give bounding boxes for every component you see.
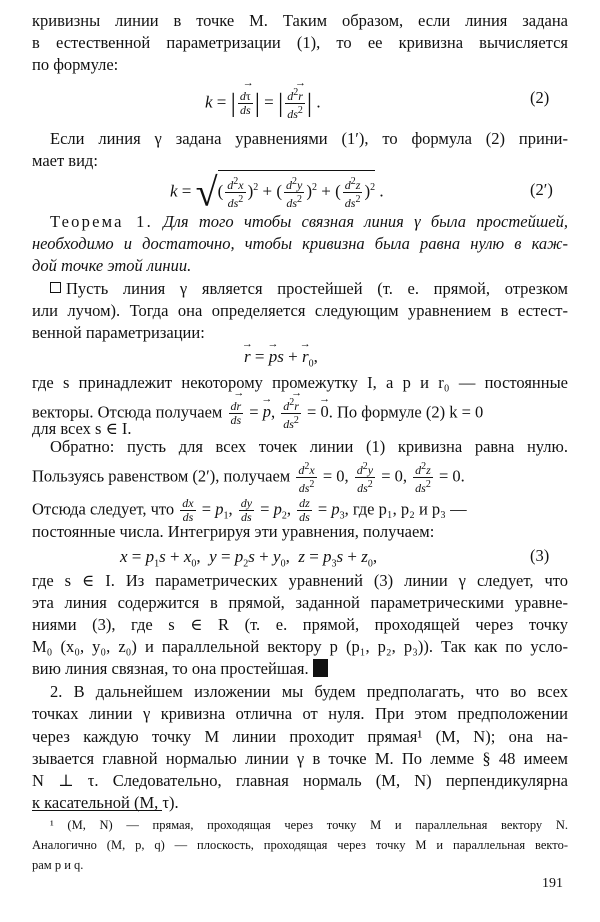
page-number: 191 [542, 876, 563, 891]
text-line: зывается главной нормалью линии γ в точке M. По лемме § 48 имеем [32, 749, 568, 768]
text-line: 2. В дальнейшем изложении мы будем предполагать, что во всех [50, 682, 568, 701]
text-line: по формуле: [32, 55, 119, 74]
text-line: Если линия γ задана уравнениями (1′), то формула (2) прини- [50, 129, 568, 148]
equation-number: (2′) [530, 180, 553, 199]
text-line: вию линия связная, то она простейшая. [32, 658, 568, 680]
formula-curvature-coords: k = √( $\frac{d^2x}{ds^2}$ )$^2$ + ( $\frac{d^2y}{ds^2}$ )$^2$ + ( $\frac{d^2z}{ds^2}$ )$^2$ . [170, 169, 384, 215]
theorem-line: Теорема 1. Для того чтобы связная линия γ была простейшей, [50, 212, 568, 231]
theorem-line: необходимо и достаточно, чтобы кривизна была равна нулю в каж- [32, 234, 568, 253]
theorem-line: дой точке этой линии. [32, 256, 192, 275]
qed-icon [313, 659, 328, 677]
text-line: N ⊥ τ. Следовательно, главная нормаль (M, N) перпендикулярна [32, 771, 568, 790]
text-line: мает вид: [32, 151, 98, 170]
text-line: для всех s ∈ I. [32, 419, 132, 438]
formula-curvature: k = | $\frac{d\to \tau}{ds}$ | = | $\frac{d^2\to r}{ds^2}$ | . [205, 86, 321, 121]
text-line: через каждую точку M линии проходит прямая¹ (M, N); она на- [32, 727, 568, 746]
text-line: M₀ (x₀, y₀, z₀) и параллельной вектору p (p₁, p₂, p₃)). Так как по усло- [32, 637, 568, 656]
text-line: кривизны линии в точке M. Таким образом, если линия задана [32, 11, 568, 30]
text-line: ниями (3), где s ∈ R (т. е. прямой, проходящей через точку [32, 615, 568, 634]
proof-line: Пусть линия γ является простейшей (т. е. прямой, отрезком [32, 278, 568, 300]
proof-line: венной параметризации: [32, 323, 205, 342]
proof-start-icon [50, 282, 61, 293]
text-line: эта линия содержится в прямой, заданной параметрическими уравне- [32, 593, 568, 612]
text-line: где s ∈ I. Из параметрических уравнений (3) линии γ следует, что [32, 571, 568, 590]
footnote-line: Аналогично (M, p, q) — плоскость, проходящая через точку M и параллельная векто- [32, 838, 568, 852]
text-line: в естественной параметризации (1), то ее кривизна вычисляется [32, 33, 568, 52]
formula-parametric: $x = p_1s + x_0$, $y = p_2s + y_0$, $z = p_3s + z_0$, [120, 547, 378, 570]
text-line: где s принадлежит некоторому промежутку I, а p и r₀ — постоянные [32, 373, 568, 392]
text-line: векторы. Отсюда получаем $\frac{d\to r}{ds}$ = → p, $\frac{d^2\to r}{ds^2}$ = → 0. По формуле (2) k = 0 [32, 396, 568, 431]
text-line: к касательной (M, τ). [32, 793, 179, 812]
equation-number: (2) [530, 88, 550, 107]
footnote-line: рам p и q. [32, 858, 84, 872]
text-line: Пользуясь равенством (2′), получаем $\frac{d^2x}{ds^2}$ = 0, $\frac{d^2y}{ds^2}$ = 0, $\frac{d^2z}{ds^2}$ = 0. [32, 461, 465, 495]
footnote-line: ¹ (M, N) — прямая, проходящая через точку M и параллельная вектору N. [50, 818, 568, 832]
footnote-divider [32, 810, 162, 811]
text-line: постоянные числа. Интегрируя эти уравнения, получаем: [32, 522, 435, 541]
text-line: точках линии γ кривизна отлична от нуля. При этом предположении [32, 704, 568, 723]
formula-line-equation: → r = → ps + → $r_0$, [244, 346, 318, 375]
theorem-label: Теорема 1. [50, 212, 153, 231]
text-line: Отсюда следует, что $\frac{dx}{ds}$ = $p_1$, $\frac{dy}{ds}$ = $p_2$, $\frac{dz}{ds}$ = $p_3$, где p₁, p₂ и p₃ — [32, 496, 467, 524]
proof-line: или лучом). Тогда она определяется следующим уравнением в естест- [32, 301, 568, 320]
text-line: Обратно: пусть для всех точек линии (1) кривизна равна нулю. [50, 437, 568, 456]
equation-number: (3) [530, 546, 550, 565]
